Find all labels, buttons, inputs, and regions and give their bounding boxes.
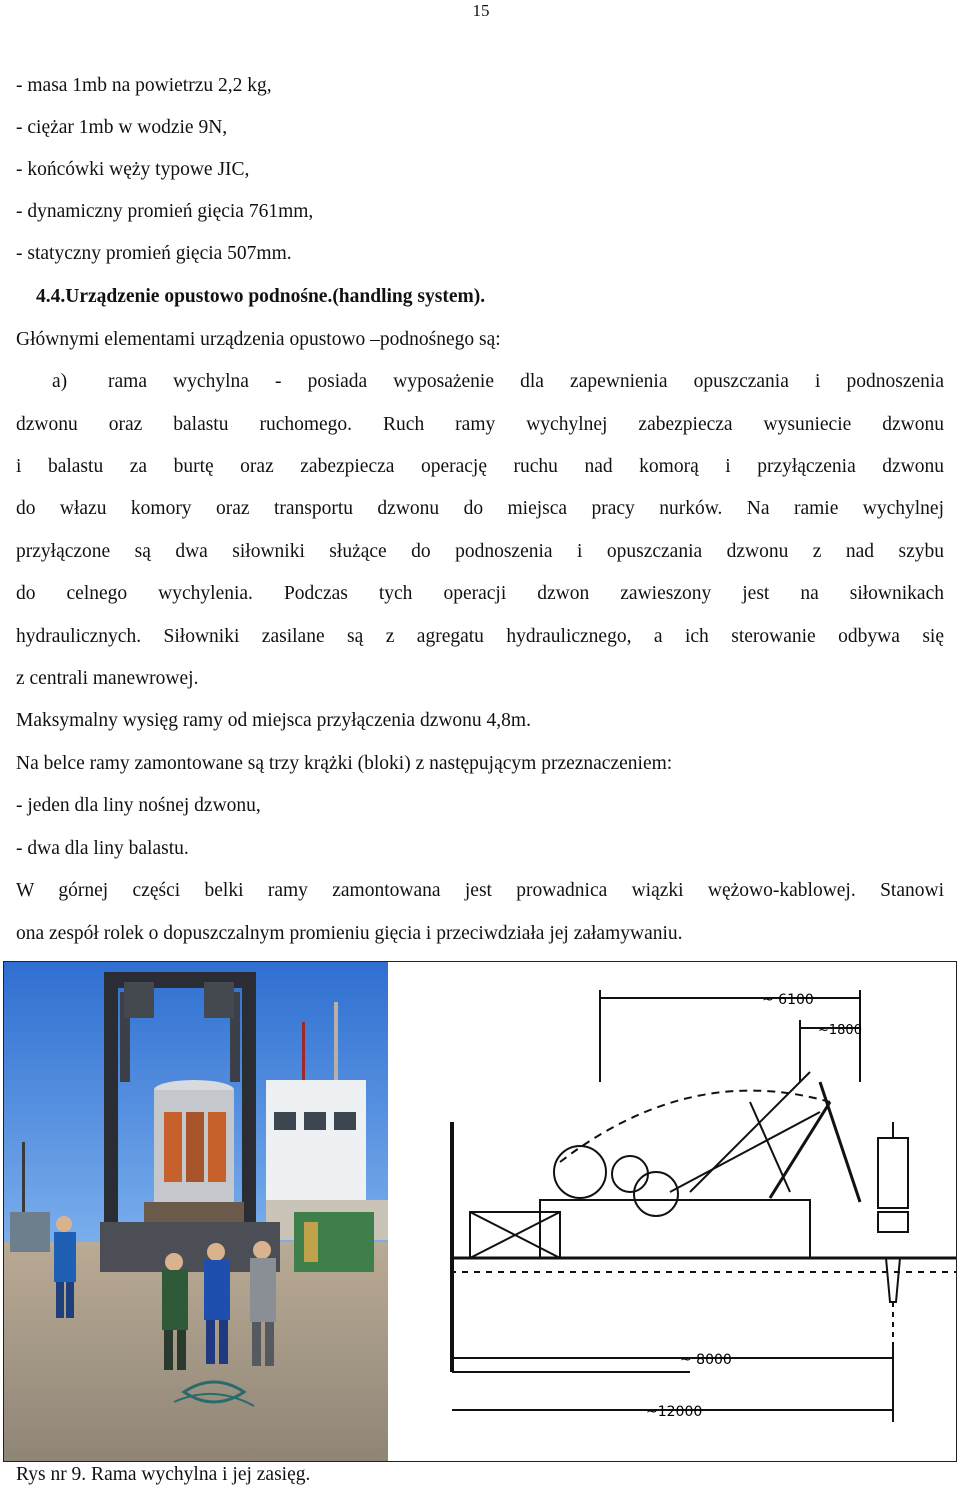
pulley-item-1: - jeden dla liny nośnej dzwonu, [16, 795, 261, 816]
item-a-first-text: rama wychylna - posiada wyposażenie dla zapewnienia opuszczania i podnoszenia [108, 371, 944, 392]
item-a-line-2: i balastu za burtę oraz zabezpiecza operację ruchu nad komorą i przyłączenia dzwonu [16, 456, 944, 477]
spec-mass-air: - masa 1mb na powietrzu 2,2 kg, [16, 75, 272, 96]
spec-weight-water: - ciężar 1mb w wodzie 9N, [16, 117, 228, 138]
guide-line-1: W górnej części belki ramy zamontowana jest prowadnica wiązki wężowo-kablowej. Stanowi [16, 880, 944, 901]
figure-photo [4, 962, 388, 1461]
item-a-last-line: z centrali manewrowej. [16, 668, 199, 689]
dim-label-upper-right: ~1800 [818, 1023, 862, 1038]
dim-label-top: ~ 6100 [762, 992, 814, 1008]
pulley-item-2: - dwa dla liny balastu. [16, 838, 189, 859]
diving-bell-drawing [878, 1138, 908, 1208]
dim-label-bottom-mid: ~ 8000 [680, 1352, 732, 1368]
dim-label-bottom-long: ~12000 [646, 1404, 703, 1420]
spec-dynamic-radius: - dynamiczny promień gięcia 761mm, [16, 201, 314, 222]
frame-arc [560, 1091, 830, 1162]
guide-line-2: ona zespół rolek o dopuszczalnym promieniu gięcia i przeciwdziała jej załamywaniu. [16, 923, 683, 944]
item-a-line-4: przyłączone są dwa siłowniki służące do podnoszenia i opuszczania dzwonu z nad szybu [16, 541, 944, 562]
winch-drum-1 [554, 1146, 606, 1198]
figure-frame [3, 961, 957, 1462]
intro-paragraph: Głównymi elementami urządzenia opustowo –podnośnego są: [16, 329, 501, 350]
technical-drawing [390, 962, 956, 1461]
item-a-line-5: do celnego wychylenia. Podczas tych operacji dzwon zawieszony jest na siłownikach [16, 583, 944, 604]
page-number: 15 [472, 1, 490, 20]
spec-hose-fittings: - końcówki węży typowe JIC, [16, 159, 250, 180]
deck-structure [540, 1200, 810, 1258]
item-a-marker: a) [52, 371, 68, 392]
section-heading: 4.4.Urządzenie opustowo podnośne.(handling system). [36, 286, 486, 307]
figure-drawing [390, 962, 956, 1461]
pulleys-intro: Na belce ramy zamontowane są trzy krążki (bloki) z następującym przeznaczeniem: [16, 753, 673, 774]
item-a-first-line [52, 370, 944, 394]
item-a-line-1: dzwonu oraz balastu ruchomego. Ruch ramy wychylnej zabezpiecza wysuniecie dzwonu [16, 414, 944, 435]
spec-static-radius: - statyczny promień gięcia 507mm. [16, 243, 292, 264]
photo-illustration [4, 962, 388, 1461]
item-a-line-3: do włazu komory oraz transportu dzwonu do miejsca pracy nurków. Na ramie wychylnej [16, 498, 944, 519]
figure-caption: Rys nr 9. Rama wychylna i jej zasięg. [16, 1464, 311, 1485]
reach-paragraph: Maksymalny wysięg ramy od miejsca przyłączenia dzwonu 4,8m. [16, 710, 531, 731]
item-a-line-6: hydraulicznych. Siłowniki zasilane są z agregatu hydraulicznego, a ich sterowanie odbywa się [16, 626, 944, 647]
